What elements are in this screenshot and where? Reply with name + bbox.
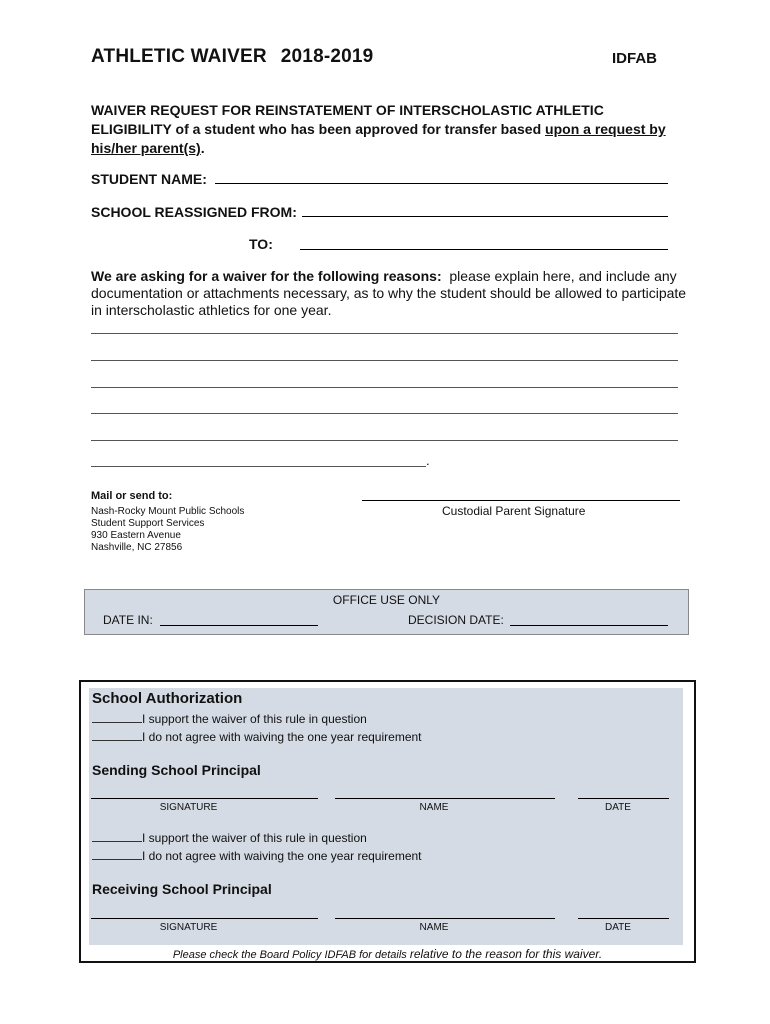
decision-date-field[interactable] [510,625,668,626]
receiving-principal-heading: Receiving School Principal [92,881,272,897]
receiving-signature-field[interactable] [91,918,318,919]
footnote-small: Please check the Board Policy IDFAB for details [172,949,410,961]
reasons-body: please explain here, and include any documentation or attachments necessary, as to why the student should be allowed to participate in interscholastic athletics for one year. [91,268,687,318]
sending-disagree-option [92,729,422,744]
office-use-header: OFFICE USE ONLY [332,593,441,607]
support-text: I support the waiver of this rule in question [142,831,367,845]
reasons-end-mark: . [426,453,430,468]
request-description [91,101,681,158]
form-title [91,46,373,68]
school-from-label: SCHOOL REASSIGNED FROM: [91,204,297,220]
receiving-support-blank[interactable] [92,830,142,842]
sending-support-option [92,711,367,726]
request-underlined-text: upon a request by his/her parent(s) [91,121,666,156]
receiving-date-field[interactable] [578,918,669,919]
address-line: 930 Eastern Avenue [91,530,181,541]
address-line: Nash-Rocky Mount Public Schools [91,506,245,517]
address-line: Nashville, NC 27856 [91,542,183,553]
date-caption: DATE [605,922,631,933]
school-to-field[interactable] [300,249,668,250]
receiving-name-field[interactable] [335,918,555,919]
office-use-box [84,589,689,635]
authorization-title: School Authorization [92,690,243,707]
decision-date-label: DECISION DATE: [408,613,504,627]
sending-disagree-blank[interactable] [92,729,142,741]
reason-line-short[interactable] [91,466,426,467]
disagree-text: I do not agree with waiving the one year requirement [142,730,422,744]
reasons-instructions [91,268,691,319]
sending-name-field[interactable] [335,798,555,799]
policy-footnote [81,947,694,961]
date-in-label: DATE IN: [103,613,153,627]
address-line: Student Support Services [91,518,205,529]
sending-signature-field[interactable] [91,798,318,799]
reason-line[interactable] [91,333,678,334]
policy-code: IDFAB [612,50,657,67]
name-caption: NAME [419,922,449,933]
sending-principal-heading: Sending School Principal [92,762,261,778]
support-text: I support the waiver of this rule in question [142,712,367,726]
title-year: 2018-2019 [280,46,374,67]
reason-line[interactable] [91,413,678,414]
mail-label: Mail or send to: [91,490,173,502]
name-caption: NAME [419,802,449,813]
parent-signature-field[interactable] [362,500,680,501]
school-to-label: TO: [249,236,273,252]
signature-caption: SIGNATURE [159,922,218,933]
reason-line[interactable] [91,440,678,441]
signature-caption: SIGNATURE [159,802,218,813]
authorization-panel [89,688,683,945]
footnote-large: relative to the reason for this waiver. [409,947,603,961]
request-period: . [200,140,205,156]
disagree-text: I do not agree with waiving the one year requirement [142,849,422,863]
reasons-lead: We are asking for a waiver for the following reasons: [91,268,442,284]
title-text: ATHLETIC WAIVER [91,46,267,67]
request-text: WAIVER REQUEST FOR REINSTATEMENT OF INTERSCHOLASTIC ATHLETIC ELIGIBILITY of a student who has been approved for transfer based [91,102,604,137]
mailing-address [91,506,244,554]
reason-line[interactable] [91,387,678,388]
date-in-field[interactable] [160,625,318,626]
school-authorization-box [79,680,696,963]
student-name-label: STUDENT NAME: [91,171,207,187]
date-caption: DATE [605,802,631,813]
reason-line[interactable] [91,360,678,361]
receiving-disagree-option [92,848,422,863]
receiving-support-option [92,830,367,845]
school-from-field[interactable] [302,216,668,217]
parent-signature-caption: Custodial Parent Signature [442,504,586,518]
student-name-field[interactable] [215,183,668,184]
sending-date-field[interactable] [578,798,669,799]
sending-support-blank[interactable] [92,711,142,723]
receiving-disagree-blank[interactable] [92,848,142,860]
